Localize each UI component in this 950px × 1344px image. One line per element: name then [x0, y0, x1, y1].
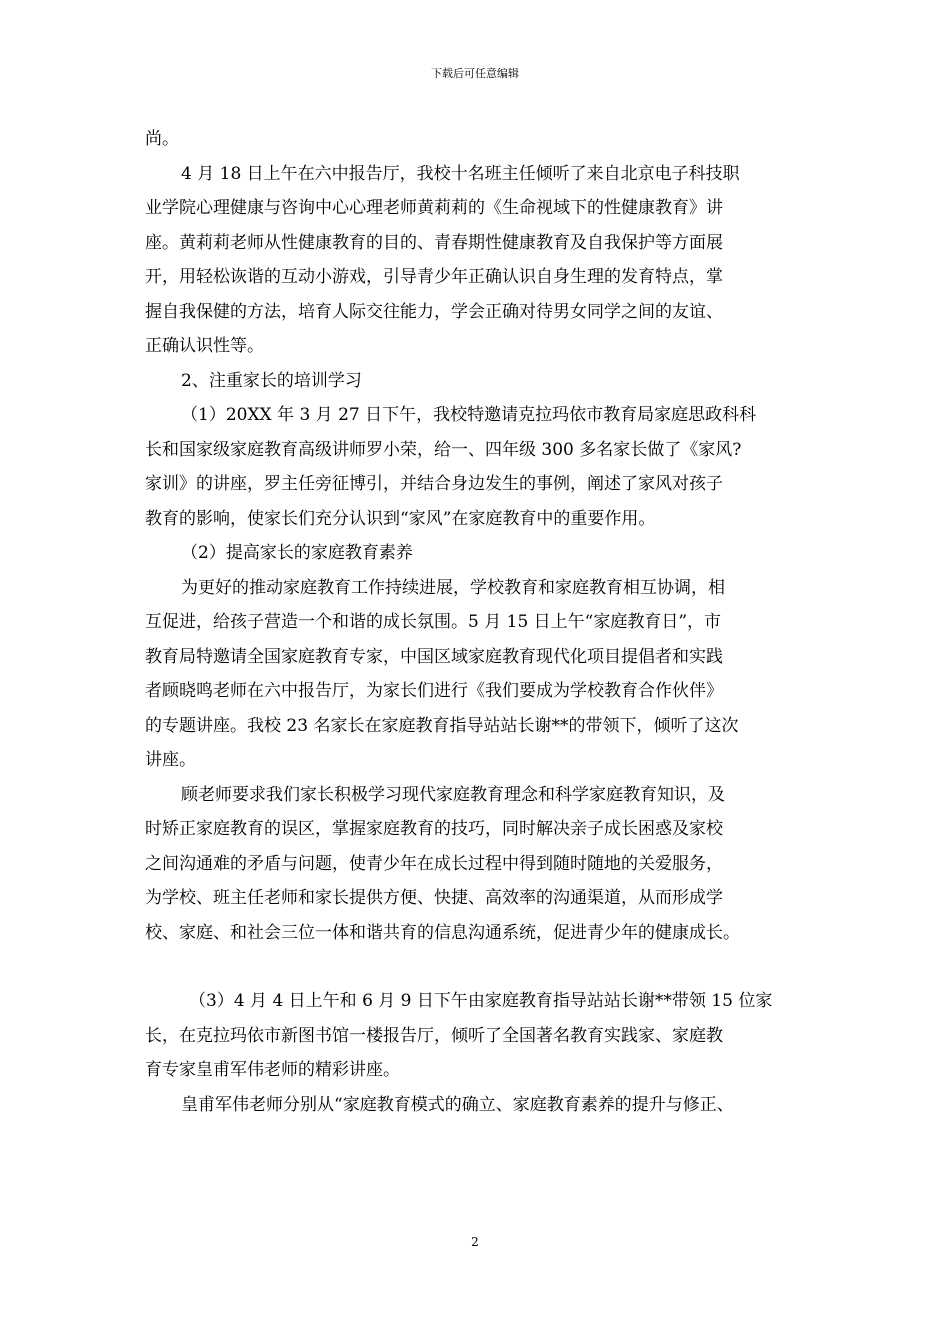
text-line: 开，用轻松诙谐的互动小游戏，引导青少年正确认识自身生理的发育特点，掌 [145, 267, 723, 287]
text-line: 4 月 18 日上午在六中报告厅，我校十名班主任倾听了来自北京电子科技职 [181, 163, 740, 184]
text-line: 长和国家级家庭教育高级讲师罗小荣，给一、四年级 300 多名家长做了《家风? [145, 439, 742, 460]
text-line: 正确认识性等。 [145, 336, 264, 356]
text-line: 长，在克拉玛依市新图书馆一楼报告厅，倾听了全国著名教育实践家、家庭教 [145, 1025, 723, 1046]
text-line: 业学院心理健康与咨询中心心理老师黄莉莉的《生命视域下的性健康教育》讲 [145, 198, 723, 218]
page-header: 下载后可任意编辑 [431, 67, 519, 80]
text-line: 顾老师要求我们家长积极学习现代家庭教育理念和科学家庭教育知识，及 [181, 784, 725, 805]
text-line: 为更好的推动家庭教育工作持续进展，学校教育和家庭教育相互协调，相 [181, 577, 725, 598]
text-line: 的专题讲座。我校 23 名家长在家庭教育指导站站长谢**的带领下，倾听了这次 [145, 715, 739, 736]
text-line: （1）20XX 年 3 月 27 日下午，我校特邀请克拉玛依市教育局家庭思政科科 [181, 405, 757, 425]
page-number: 2 [471, 1235, 479, 1249]
text-line: 教育的影响，使家长们充分认识到“家风”在家庭教育中的重要作用。 [145, 508, 656, 529]
text-line: 皇甫军伟老师分别从“家庭教育模式的确立、家庭教育素养的提升与修正、 [181, 1094, 734, 1115]
text-line: 者顾晓鸣老师在六中报告厅，为家长们进行《我们要成为学校教育合作伙伴》 [145, 681, 723, 701]
text-line: 座。黄莉莉老师从性健康教育的目的、青春期性健康教育及自我保护等方面展 [145, 232, 723, 253]
text-line: 家训》的讲座，罗主任旁征博引，并结合身边发生的事例，阐述了家风对孩子 [145, 474, 723, 494]
subsection-heading: （2）提高家长的家庭教育素养 [181, 543, 413, 563]
text-line: （3）4 月 4 日上午和 6 月 9 日下午由家庭教育指导站站长谢**带领 15 位家 [189, 991, 773, 1011]
text-line: 教育局特邀请全国家庭教育专家，中国区域家庭教育现代化项目提倡者和实践 [145, 646, 723, 667]
text-line: 互促进，给孩子营造一个和谐的成长氛围。5 月 15 日上午“家庭教育日”，市 [145, 612, 722, 632]
section-heading: 2、注重家长的培训学习 [181, 370, 362, 391]
paragraph-gap [145, 950, 825, 984]
text-line: 讲座。 [145, 750, 196, 770]
text-line: 握自我保健的方法，培育人际交往能力，学会正确对待男女同学之间的友谊、 [145, 301, 723, 322]
text-line: 育专家皇甫军伟老师的精彩讲座。 [145, 1060, 400, 1080]
text-line: 为学校、班主任老师和家长提供方便、快捷、高效率的沟通渠道，从而形成学 [145, 888, 723, 908]
document-body [145, 122, 825, 1122]
text-line: 时矫正家庭教育的误区，掌握家庭教育的技巧，同时解决亲子成长困惑及家校 [145, 819, 723, 839]
text-line: 之间沟通难的矛盾与问题，使青少年在成长过程中得到随时随地的关爱服务， [145, 853, 723, 874]
text-line: 尚。 [145, 129, 179, 149]
text-line: 校、家庭、和社会三位一体和谐共育的信息沟通系统，促进青少年的健康成长。 [145, 922, 740, 943]
